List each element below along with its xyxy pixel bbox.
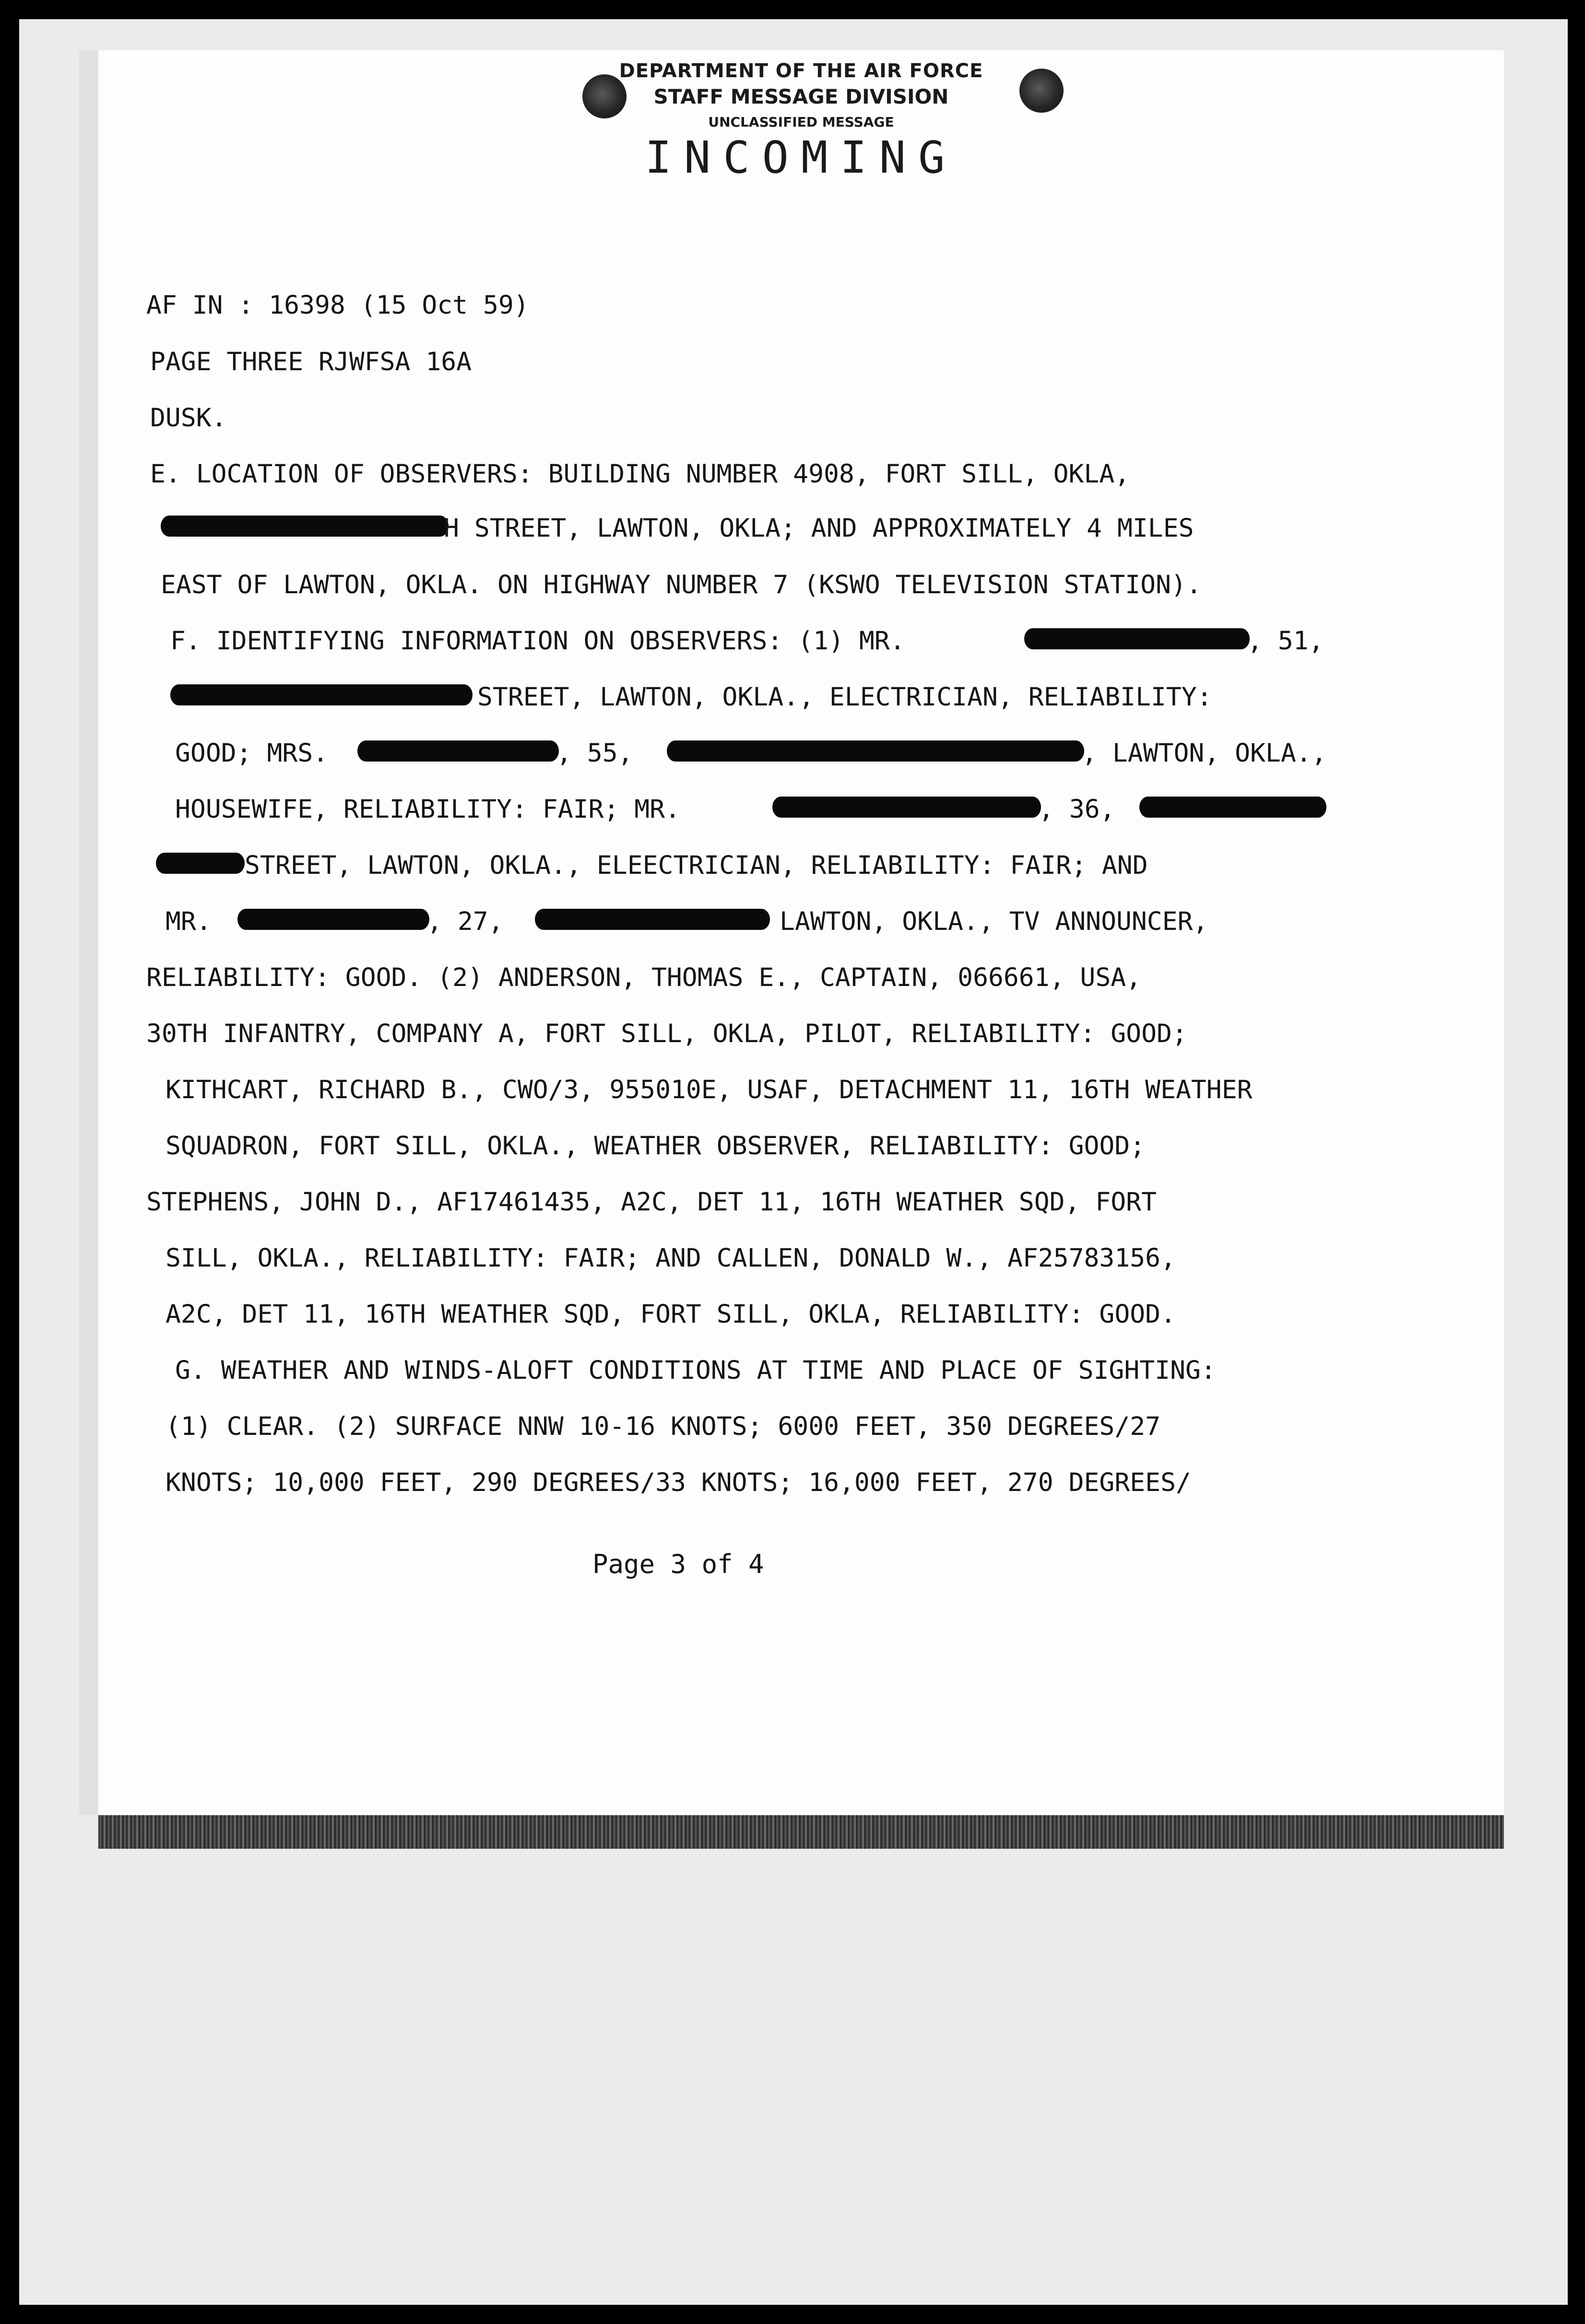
redaction-bar (357, 740, 559, 762)
message-number: AF IN : 16398 (15 Oct 59) (146, 291, 529, 320)
film-frame (19, 19, 1568, 2305)
text-line: E. LOCATION OF OBSERVERS: BUILDING NUMBER 4908, FORT SILL, OKLA, (150, 459, 1130, 489)
incoming-heading: INCOMING (645, 132, 958, 183)
text-line: 30TH INFANTRY, COMPANY A, FORT SILL, OKLA, PILOT, RELIABILITY: GOOD; (146, 1019, 1187, 1048)
film-edge-strip (98, 1815, 1504, 1849)
text-line: RELIABILITY: GOOD. (2) ANDERSON, THOMAS E., CAPTAIN, 066661, USA, (146, 963, 1142, 992)
text-line: , 36, (1039, 795, 1115, 824)
redaction-bar (535, 909, 770, 930)
text-line: A2C, DET 11, 16TH WEATHER SQD, FORT SILL, OKLA, RELIABILITY: GOOD. (166, 1300, 1176, 1329)
department-heading: DEPARTMENT OF THE AIR FORCE (619, 60, 983, 82)
page-number: Page 3 of 4 (592, 1549, 764, 1579)
text-line: H STREET, LAWTON, OKLA; AND APPROXIMATELY 4 MILES (444, 514, 1194, 543)
redaction-bar (237, 909, 429, 930)
text-line: G. WEATHER AND WINDS-ALOFT CONDITIONS AT TIME AND PLACE OF SIGHTING: (175, 1356, 1216, 1385)
text-line: , LAWTON, OKLA., (1082, 739, 1327, 768)
text-line: HOUSEWIFE, RELIABILITY: FAIR; MR. (175, 795, 680, 824)
text-line: (1) CLEAR. (2) SURFACE NNW 10-16 KNOTS; 6000 FEET, 350 DEGREES/27 (166, 1412, 1161, 1441)
text-line: STEPHENS, JOHN D., AF17461435, A2C, DET 11, 16TH WEATHER SQD, FORT (146, 1187, 1157, 1217)
text-line: , 27, (427, 907, 504, 936)
redaction-bar (170, 684, 473, 705)
text-line: LAWTON, OKLA., TV ANNOUNCER, (780, 907, 1208, 936)
text-line: KNOTS; 10,000 FEET, 290 DEGREES/33 KNOTS; 16,000 FEET, 270 DEGREES/ (166, 1468, 1191, 1497)
text-line: GOOD; MRS. (175, 739, 329, 768)
redaction-bar (156, 853, 245, 874)
redaction-bar (667, 740, 1084, 762)
text-line: F. IDENTIFYING INFORMATION ON OBSERVERS: (1) MR. (170, 626, 905, 656)
classification-heading: UNCLASSIFIED MESSAGE (708, 114, 894, 130)
division-heading: STAFF MESSAGE DIVISION (653, 85, 949, 108)
text-line: , 55, (556, 739, 633, 768)
text-line: EAST OF LAWTON, OKLA. ON HIGHWAY NUMBER 7 (KSWO TELEVISION STATION). (161, 570, 1202, 599)
page-reference: PAGE THREE RJWFSA 16A (150, 347, 472, 376)
text-line: SQUADRON, FORT SILL, OKLA., WEATHER OBSERVER, RELIABILITY: GOOD; (166, 1131, 1146, 1161)
text-line: SILL, OKLA., RELIABILITY: FAIR; AND CALLEN, DONALD W., AF25783156, (166, 1244, 1176, 1273)
redaction-bar (1024, 628, 1250, 649)
text-line: STREET, LAWTON, OKLA., ELECTRICIAN, RELIABILITY: (477, 682, 1212, 712)
text-line: STREET, LAWTON, OKLA., ELEECTRICIAN, RELIABILITY: FAIR; AND (245, 851, 1148, 880)
redaction-bar (772, 797, 1041, 818)
document-page (98, 50, 1504, 1815)
redaction-bar (1139, 797, 1326, 818)
text-line: , 51, (1247, 626, 1324, 656)
text-line: KITHCART, RICHARD B., CWO/3, 955010E, USAF, DETACHMENT 11, 16TH WEATHER (166, 1075, 1253, 1104)
text-line: MR. (166, 907, 212, 936)
text-line: DUSK. (150, 403, 227, 433)
redaction-bar (161, 516, 449, 537)
